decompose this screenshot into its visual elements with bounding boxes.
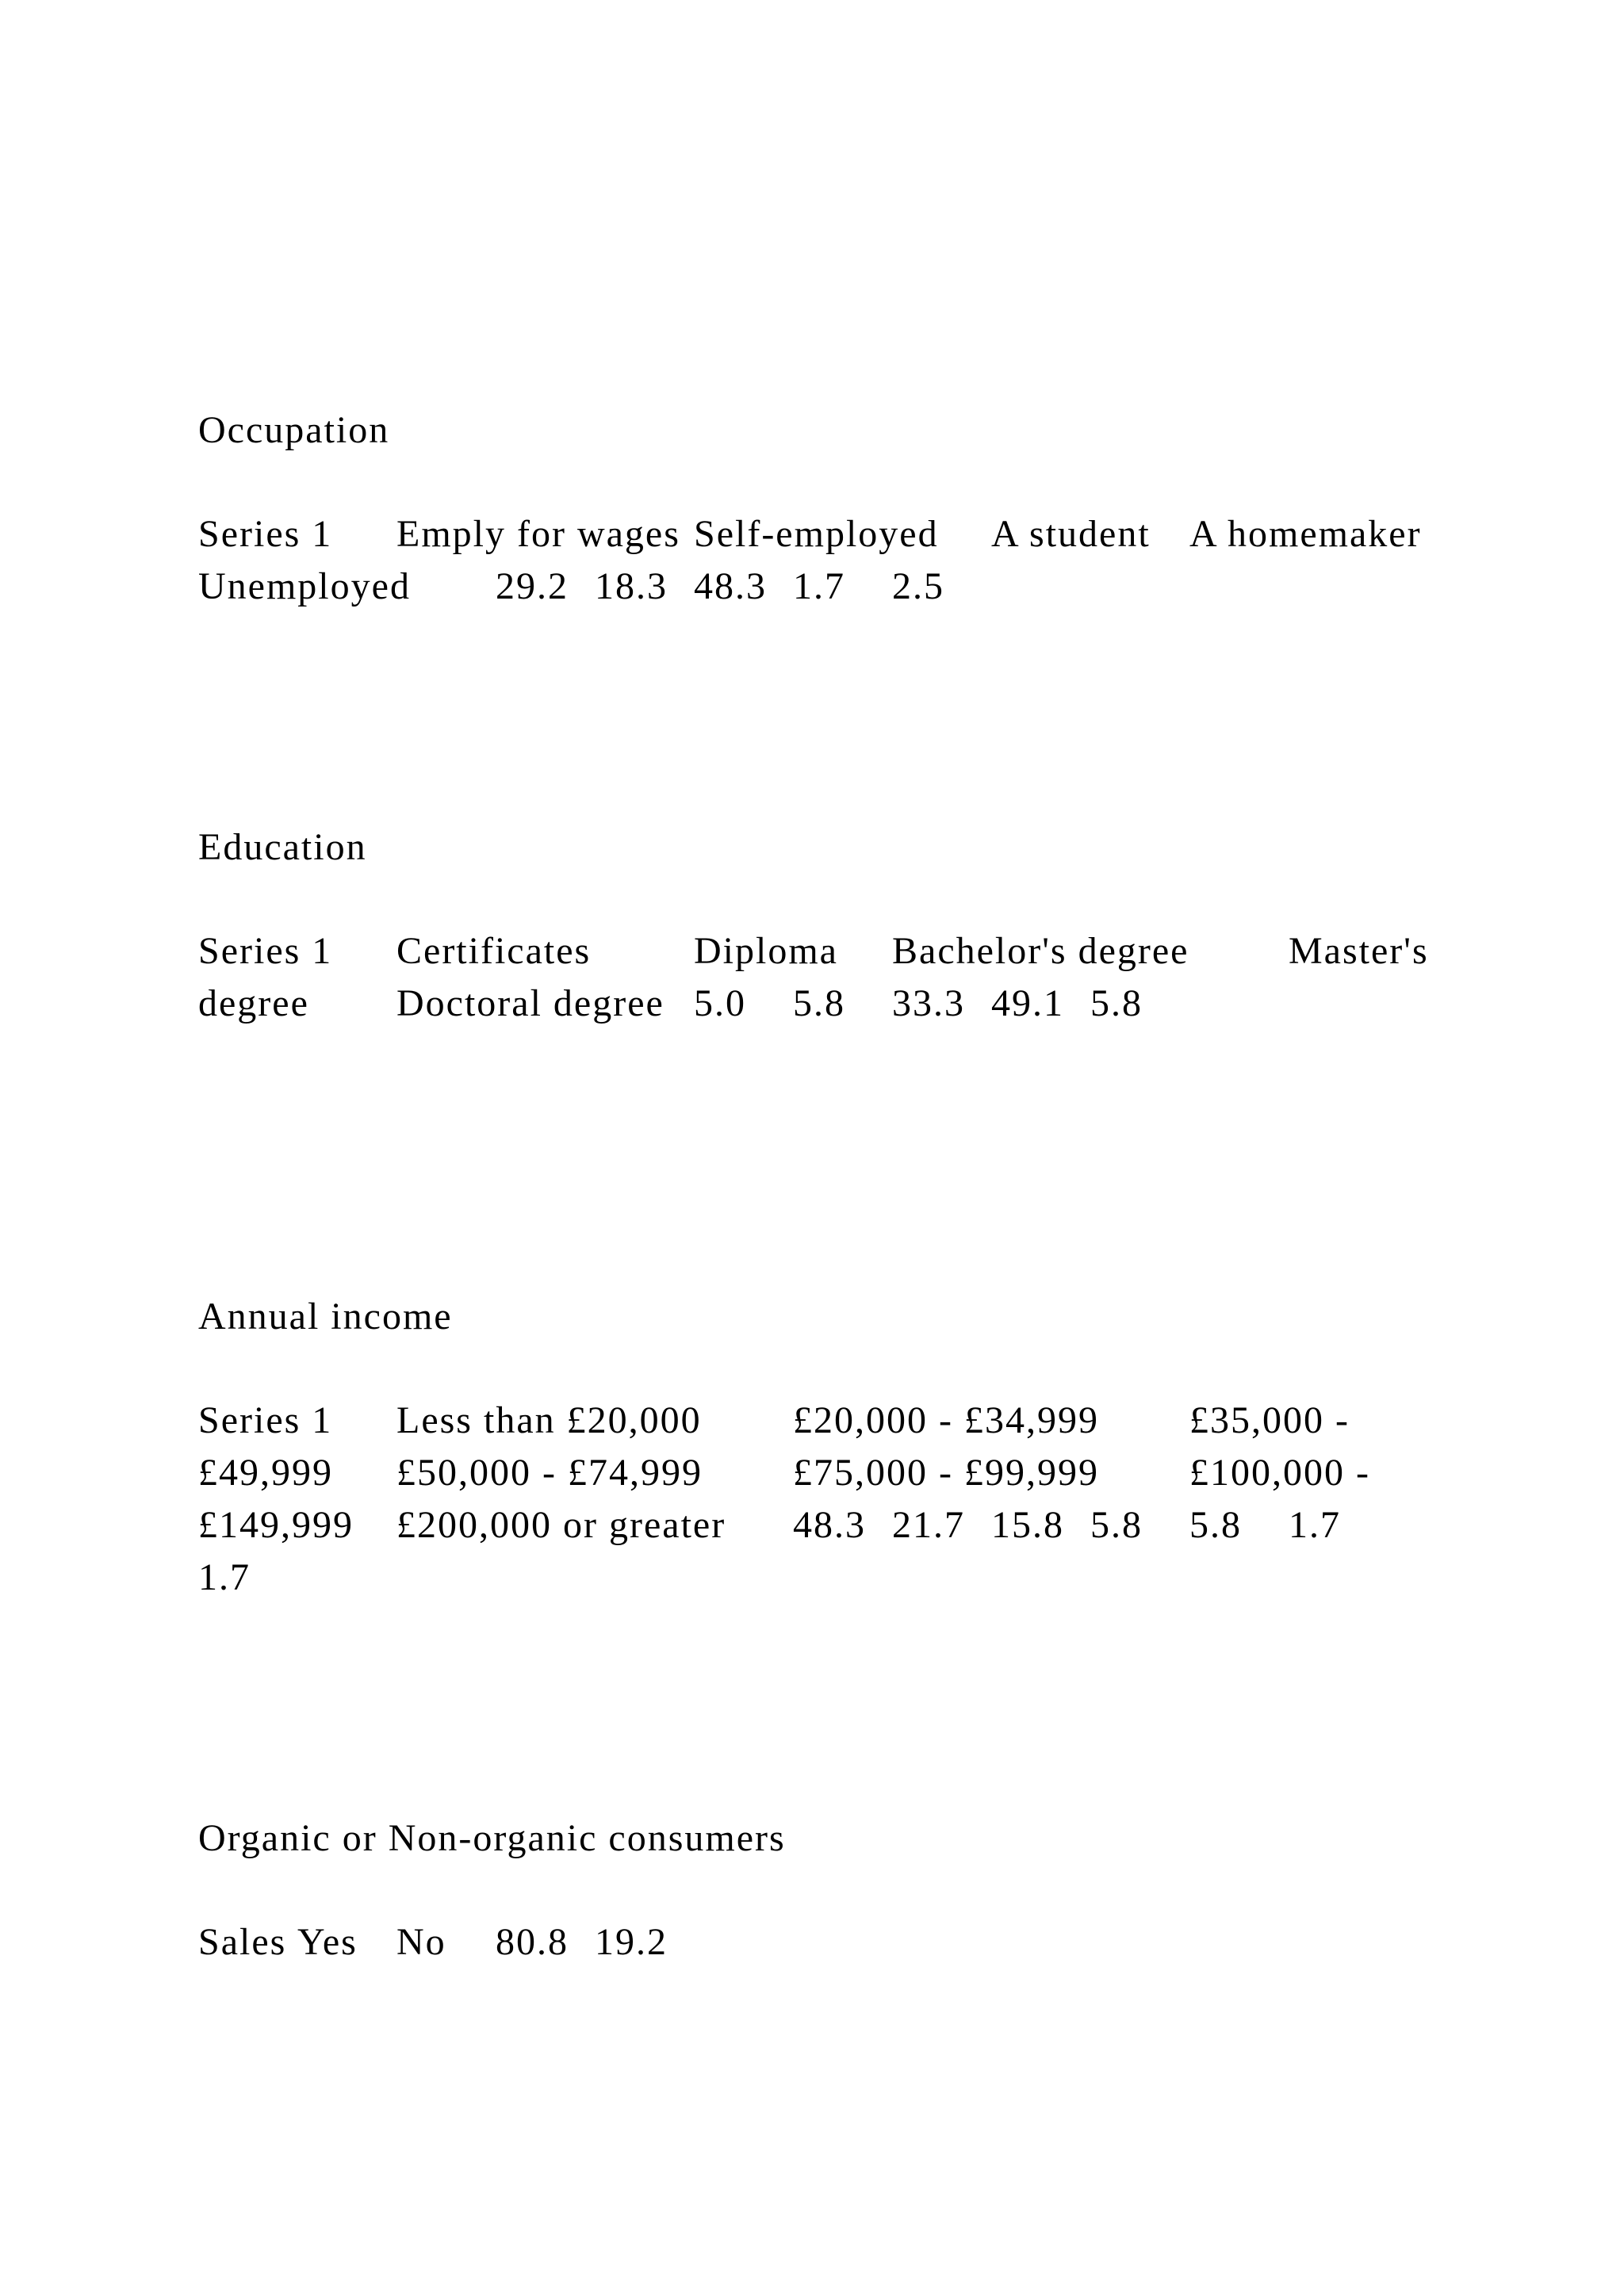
- annual-income-data-text: Series 1 Less than £20,000 £20,000 - £34,999 £35,000 - £49,999 £50,000 - £74,999 £75,000 - £99,999 £100,000 - £149,999 £200,000 or greater 48.3 21.7 15.8 5.8 5.8 1.7 1.7: [198, 1399, 1388, 1598]
- organic-consumers-data-text: Sales Yes No 80.8 19.2: [198, 1921, 668, 1963]
- education-data-text: Series 1 Certificates Diploma Bachelor's degree Master's degree Doctoral degree 5.0 5.8 33.3 49.1 5.8: [198, 930, 1440, 1024]
- occupation-heading: Occupation: [198, 409, 390, 451]
- annual-income-heading: Annual income: [198, 1295, 453, 1337]
- education-heading: Education: [198, 826, 367, 868]
- organic-consumers-heading: Organic or Non-organic consumers: [198, 1817, 786, 1859]
- occupation-data-text: Series 1 Emply for wages Self-employed A student A homemaker Unemployed 29.2 18.3 48.3 1.7 2.5: [198, 513, 1487, 607]
